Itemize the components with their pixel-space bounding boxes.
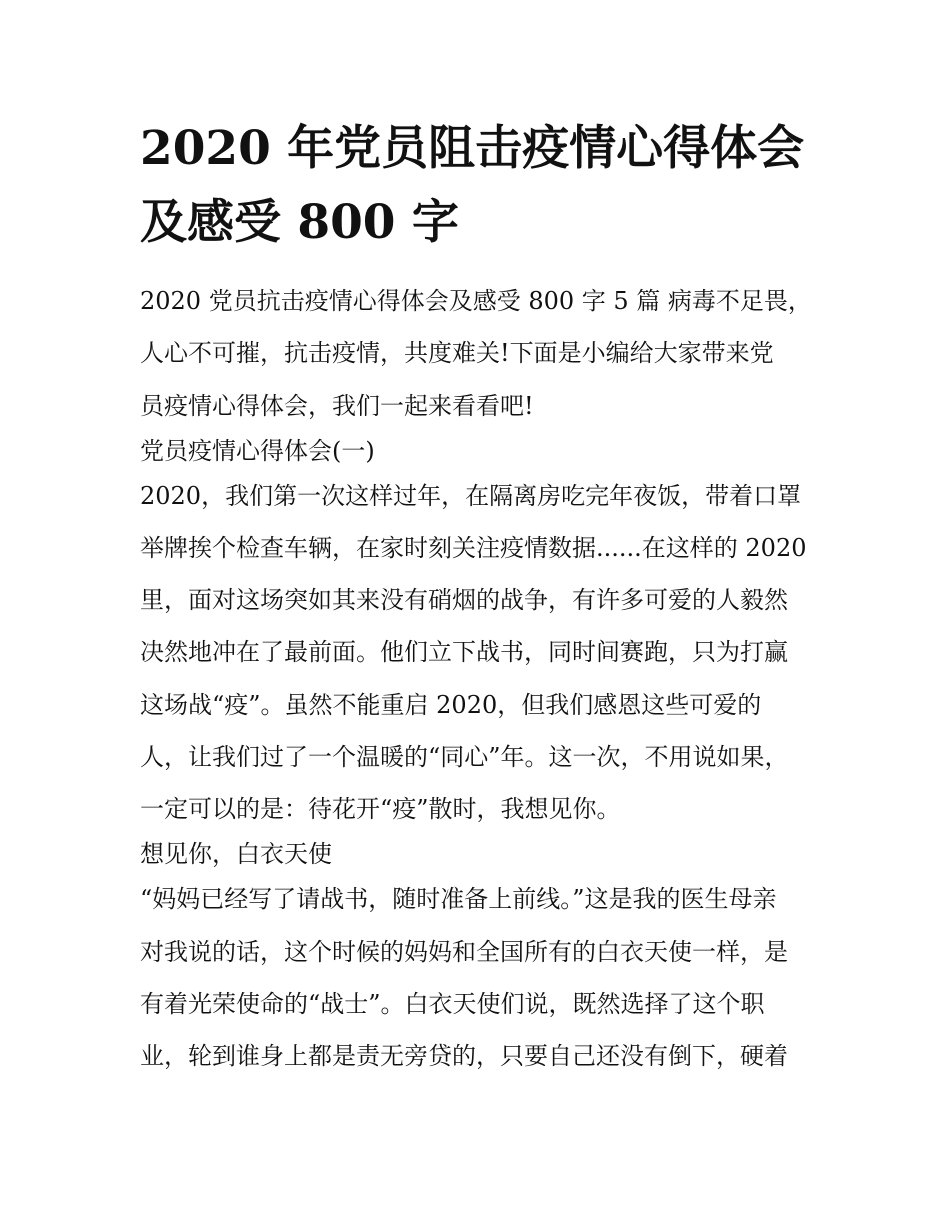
document-title bbox=[140, 112, 820, 260]
body-line-1: 2020 党员抗击疫情心得体会及感受 800 字 5 篇 病毒不足畏， bbox=[140, 287, 812, 315]
body-line-16: 业，轮到谁身上都是责无旁贷的，只要自己还没有倒下，硬着 bbox=[140, 1042, 788, 1071]
body-line-2: 人心不可摧，抗击疫情，共度难关!下面是小编给大家带来党 bbox=[140, 339, 774, 368]
document-body bbox=[140, 283, 820, 1091]
body-line-15: 有着光荣使命的“战士”。白衣天使们说，既然选择了这个职 bbox=[140, 989, 765, 1018]
body-line-7: 里，面对这场突如其来没有硝烟的战争，有许多可爱的人毅然 bbox=[140, 586, 788, 615]
body-line-10: 人，让我们过了一个温暖的“同心”年。这一次，不用说如果， bbox=[140, 743, 789, 772]
body-line-9: 这场战“疫”。虽然不能重启 2020，但我们感恩这些可爱的 bbox=[140, 690, 762, 719]
body-line-13: “妈妈已经写了请战书，随时准备上前线。”这是我的医生母亲 bbox=[140, 885, 777, 914]
section-heading-2: 想见你，白衣天使 bbox=[140, 840, 332, 869]
body-line-14: 对我说的话，这个时候的妈妈和全国所有的白衣天使一样，是 bbox=[140, 937, 788, 966]
body-line-8: 决然地冲在了最前面。他们立下战书，同时间赛跑，只为打赢 bbox=[140, 638, 788, 667]
title-line-2: 及感受 800 字 bbox=[140, 195, 459, 250]
body-line-6: 举牌挨个检查车辆，在家时刻关注疫情数据......在这样的 2020 bbox=[140, 533, 807, 562]
body-line-11: 一定可以的是：待花开“疫”散时，我想见你。 bbox=[140, 795, 621, 824]
section-heading-1: 党员疫情心得体会(一) bbox=[140, 436, 375, 465]
title-line-1: 2020 年党员阻击疫情心得体会 bbox=[140, 121, 805, 176]
body-line-5: 2020，我们第一次这样过年，在隔离房吃完年夜饭，带着口罩 bbox=[140, 481, 802, 510]
body-line-3: 员疫情心得体会，我们一起来看看吧! bbox=[140, 391, 534, 420]
